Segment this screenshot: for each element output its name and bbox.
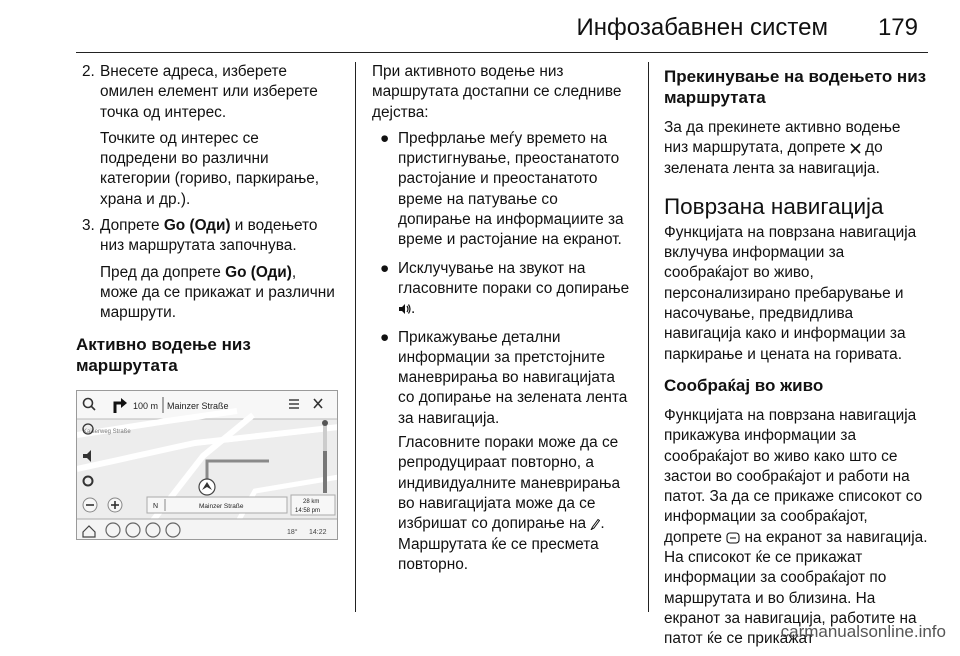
vehicle-position-icon	[199, 479, 215, 495]
column-3	[664, 62, 928, 656]
heading-active-guidance: Активно водење низ маршрутата	[76, 334, 251, 375]
side-street-label: Kaiserweg Straße	[83, 429, 131, 435]
list-item-text: Префрлање меѓу времето на пристигнување, преостанатото растојание и преостанатото време на патување со допирање на информациите за време и растојание на екранот.	[398, 129, 624, 249]
list-item-text: Прикажување детални информации за претстојните маневрирања во навигацијата со допирање на зелената лента за навигација.	[398, 328, 628, 427]
settings-icon[interactable]	[84, 477, 93, 486]
mute-speaker-icon	[398, 303, 411, 315]
compass-label: N	[153, 503, 159, 510]
temperature-label: 18°	[287, 529, 298, 536]
navigation-map	[77, 391, 338, 540]
column-divider-2	[648, 62, 649, 612]
bullet: ●	[380, 259, 390, 277]
bullet: ●	[380, 129, 390, 147]
column-2	[372, 62, 634, 583]
go-label: Go (Оди)	[163, 217, 231, 235]
step-number: 2.	[82, 63, 95, 80]
column-divider-1	[355, 62, 356, 612]
arrival-distance: 28 km	[303, 499, 320, 505]
zoom-in-icon[interactable]	[108, 498, 122, 512]
step-text: Допрете Go (Оди) и водењето низ маршрутата започнува.	[100, 217, 318, 255]
speaker-icon[interactable]	[83, 450, 91, 462]
connected-navigation-text: Функцијата на поврзана навигација вклучува информации за сообраќајот во живо, персонализирано пребарување и насочување, предвидлива навигација како и информации за паркирање и цената на горивата.	[664, 223, 917, 363]
heading-live-traffic: Сообраќај во живо	[664, 375, 824, 395]
step-3	[76, 216, 338, 323]
edit-pencil-icon	[590, 518, 600, 530]
header-rule	[76, 52, 928, 53]
traffic-info-icon	[726, 532, 740, 544]
page-number: 179	[877, 14, 918, 41]
step-number: 3.	[82, 217, 95, 235]
go-label: Go (Оди)	[225, 263, 292, 281]
live-traffic-text: Функцијата на поврзана навигација прикажува информации за сообраќајот во живо како што се застои во сообраќајот и работи на патот. За да се прикаже списокот со информации за сообраќајот, допрете на екранот за навигација. На списокот ќе се прикажат информации за сообраќајот по маршрутата и во близина. На екранот за навигација, работите на патот ќе се прикажат	[664, 406, 928, 648]
bottom-street-label: Mainzer Straße	[199, 503, 244, 510]
distance-label: 100 m	[133, 401, 159, 411]
list-item-text: Исклучување на звукот на гласовните пораки со допирање	[398, 259, 630, 297]
bullet: ●	[380, 328, 390, 346]
close-icon	[850, 143, 861, 154]
clock-label: 14:22	[309, 529, 327, 536]
step-2	[76, 62, 338, 210]
watermark: carmanualsonline.info	[780, 622, 946, 641]
page-header	[76, 10, 928, 50]
intro-text: При активното водење низ маршрутата достапни се следниве дејства:	[372, 63, 622, 121]
navigation-screenshot	[76, 390, 338, 540]
route-line	[207, 461, 269, 485]
list-item	[372, 129, 634, 251]
street-label: Mainzer Straße	[167, 401, 229, 411]
heading-connected-navigation: Поврзана навигација	[664, 193, 884, 219]
list-item: ● Исклучување на звукот на гласовните пораки со допирање .	[380, 259, 630, 318]
step-subtext: Точките од интерес се подредени во различни категории (гориво, паркирање, храна и др.).	[100, 129, 320, 208]
header-title: Инфозабавнен систем	[576, 14, 828, 41]
list-item-subtext: Гласовните пораки може да се репродуцираат повторно, а индивидуалните маневрирања во навигацијата може да се избришат со допирање на . Маршрутата ќе се пресмета повторно.	[398, 434, 621, 573]
heading-stop-guidance: Прекинување на водењето низ маршрутата	[664, 67, 927, 107]
list-item	[372, 328, 634, 576]
step-text: Внесете адреса, изберете омилен елемент или изберете точка од интерес.	[100, 63, 318, 121]
column-1	[76, 62, 338, 386]
stop-guidance-text: За да прекинете активно водење низ маршрутата, допрете до зелената лента за навигација.	[664, 119, 901, 177]
step-subtext: Пред да допрете Go (Оди), може да се прикажат и различни маршрути.	[100, 263, 335, 322]
arrival-time: 14:58 pm	[295, 508, 321, 514]
zoom-out-icon[interactable]	[83, 498, 97, 512]
